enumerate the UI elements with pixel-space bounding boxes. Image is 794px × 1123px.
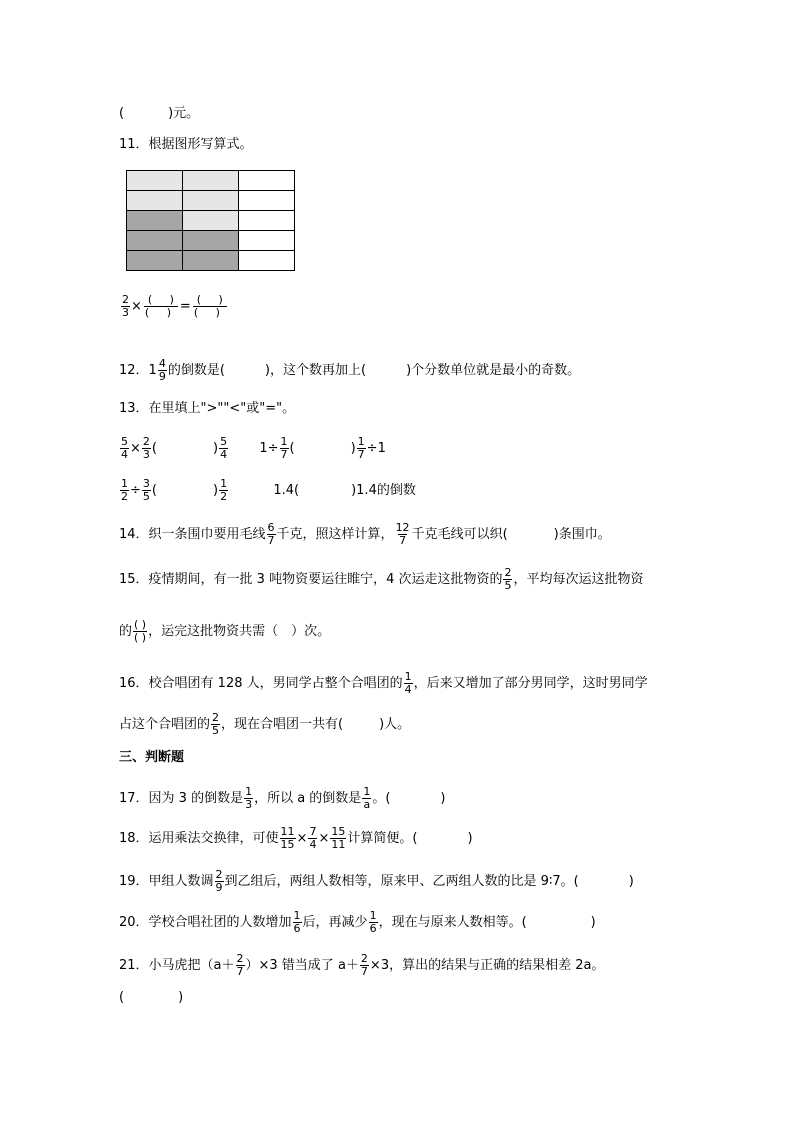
grid-cell-light	[127, 191, 183, 211]
fraction: $\frac{6}{7}$	[267, 521, 275, 547]
fraction: $\frac{1}{6}$	[293, 909, 301, 935]
fraction: $\frac{1}{7}$	[280, 435, 288, 461]
fraction: $\frac{3}{5}$	[142, 477, 150, 503]
grid-cell-light	[183, 191, 239, 211]
q13-title: 13．在里填上">""<"或"="。	[119, 401, 296, 416]
q21-answer-line: ( )	[119, 990, 184, 1005]
answer-fraction-blank[interactable]: $\frac{( )}{( )}$	[134, 618, 147, 644]
grid-row	[127, 191, 295, 211]
q17-line: 17．因为 3 的倒数是 $\frac{1}{3}$ ，所以 a 的倒数是 $\frac{1}{a}$ 。( )	[119, 785, 446, 811]
fraction: $\frac{1}{7}$	[357, 435, 365, 461]
fraction: $\frac{1}{6}$	[369, 909, 377, 935]
grid-row	[127, 171, 295, 191]
fraction: $\frac{5}{4}$	[220, 435, 228, 461]
grid-cell-white	[239, 211, 295, 231]
fraction: $\frac{11}{15}$	[280, 825, 295, 851]
fraction: $\frac{2}{3}$	[142, 435, 150, 461]
fraction: $\frac{1}{a}$	[363, 785, 371, 811]
fraction: $\frac{1}{4}$	[404, 670, 412, 696]
grid-cell-dark	[127, 231, 183, 251]
q13-row-1: $\frac{5}{4}$ × $\frac{2}{3}$ ( ) $\frac{5}{4}$ 1÷ $\frac{1}{7}$ ( ) $\frac{1}{7}$ ÷1	[121, 435, 386, 461]
grid-cell-light	[183, 211, 239, 231]
grid-cell-white	[239, 171, 295, 191]
q13-row-2: $\frac{1}{2}$ ÷ $\frac{3}{5}$ ( ) $\frac{1}{2}$ 1.4( )1.4的倒数	[121, 477, 416, 503]
grid-cell-dark	[183, 251, 239, 271]
q10-answer-line: ( )元。	[119, 106, 200, 121]
q21-line: 21．小马虎把（a＋ $\frac{2}{7}$ ）×3 错当成了 a＋ $\frac{2}{7}$ ×3，算出的结果与正确的结果相差 2a。	[119, 952, 605, 978]
q14-line: 14．织一条围巾要用毛线 $\frac{6}{7}$ 千克，照这样计算， $\frac{12}{7}$ 千克毛线可以织( )条围巾。	[119, 521, 611, 547]
grid-cell-white	[239, 191, 295, 211]
q15-line-2: 的 $\frac{( )}{( )}$ ，运完这批物资共需（ ）次。	[119, 618, 331, 644]
fraction: $\frac{7}{4}$	[309, 825, 317, 851]
fraction: $\frac{1}{2}$	[121, 477, 128, 503]
q19-line: 19．甲组人数调 $\frac{2}{9}$ 到乙组后，两组人数相等，原来甲、乙两组人数的比是 9∶7。( )	[119, 868, 634, 894]
fraction: $\frac{1}{3}$	[245, 785, 253, 811]
grid-cell-white	[239, 231, 295, 251]
fraction: $\frac{4}{9}$	[158, 357, 166, 383]
grid-cell-dark	[127, 211, 183, 231]
grid-row	[127, 211, 295, 231]
q16-line-1: 16．校合唱团有 128 人，男同学占整个合唱团的 $\frac{1}{4}$ ，后来又增加了部分男同学，这时男同学	[119, 670, 648, 696]
fraction: $\frac{5}{4}$	[121, 435, 128, 461]
grid-cell-white	[239, 251, 295, 271]
fraction: $\frac{2}{3}$	[122, 293, 129, 319]
section-heading: 三、判断题	[119, 750, 185, 765]
q20-line: 20．学校合唱社团的人数增加 $\frac{1}{6}$ 后，再减少 $\frac{1}{6}$ ，现在与原来人数相等。( )	[119, 909, 596, 935]
grid-row	[127, 231, 295, 251]
fraction-grid-figure	[126, 170, 295, 271]
q15-line-1: 15．疫情期间，有一批 3 吨物资要运往睢宁，4 次运走这批物资的 $\frac{2}{5}$ ，平均每次运这批物资	[119, 566, 644, 592]
fraction: $\frac{2}{9}$	[215, 868, 223, 894]
fraction: $\frac{2}{5}$	[504, 566, 512, 592]
fraction: $\frac{2}{7}$	[360, 952, 368, 978]
q12-line: 12．1 $\frac{4}{9}$ 的倒数是( )，这个数再加上( )个分数单位就是最小的奇数。	[119, 357, 581, 383]
answer-fraction-blank[interactable]: $\frac{( )}{( )}$	[192, 294, 228, 319]
grid-cell-dark	[127, 251, 183, 271]
grid-row	[127, 251, 295, 271]
grid-cell-dark	[183, 231, 239, 251]
q18-line: 18．运用乘法交换律，可使 $\frac{11}{15}$ × $\frac{7}{4}$ × $\frac{15}{11}$ 计算简便。( )	[119, 825, 473, 851]
fraction: $\frac{12}{7}$	[395, 521, 410, 547]
q16-line-2: 占这个合唱团的 $\frac{2}{5}$ ，现在合唱团一共有( )人。	[119, 711, 411, 737]
fraction: $\frac{1}{2}$	[220, 477, 228, 503]
grid-cell-light	[183, 171, 239, 191]
grid-cell-light	[127, 171, 183, 191]
q11-title: 11．根据图形写算式。	[119, 137, 253, 152]
answer-fraction-blank[interactable]: $\frac{( )}{( )}$	[143, 294, 179, 319]
fraction: $\frac{2}{5}$	[212, 711, 220, 737]
fraction: $\frac{15}{11}$	[331, 825, 346, 851]
q11-equation: $\frac{2}{3}$ × $\frac{( )}{( )}$ = $\frac{( )}{( )}$	[120, 294, 229, 319]
fraction: $\frac{2}{7}$	[236, 952, 244, 978]
